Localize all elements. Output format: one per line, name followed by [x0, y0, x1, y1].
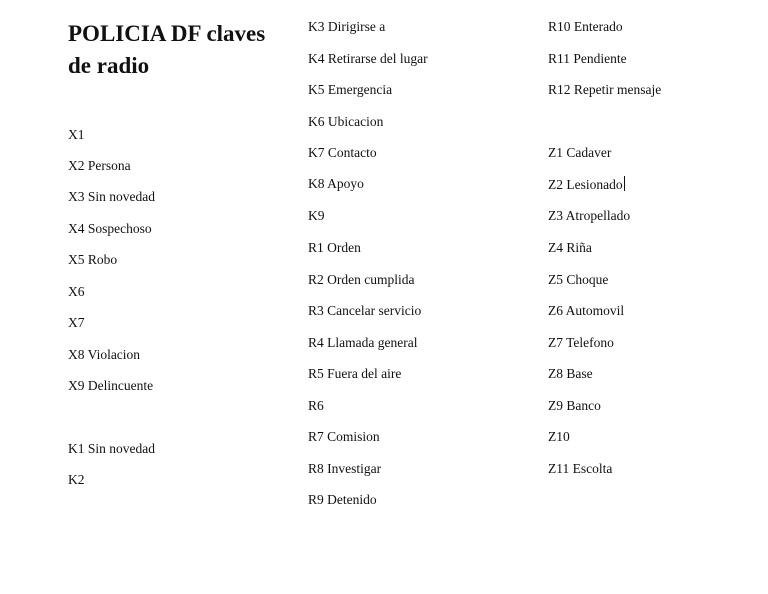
code-z11: Z11 Escolta	[548, 461, 613, 476]
code-x9: X9 Delincuente	[68, 378, 154, 393]
page-title: POLICIA DF claves de radio	[68, 21, 266, 78]
code-k5: K5 Emergencia	[308, 82, 393, 97]
code-z8: Z8 Base	[548, 366, 593, 381]
code-k3: K3 Dirigirse a	[308, 19, 386, 34]
code-x1: X1	[68, 127, 85, 142]
code-x3: X3 Sin novedad	[68, 189, 155, 204]
code-r4: R4 Llamada general	[308, 335, 418, 350]
code-z7: Z7 Telefono	[548, 335, 614, 350]
code-x5: X5 Robo	[68, 252, 118, 267]
code-z3: Z3 Atropellado	[548, 208, 631, 223]
code-r10: R10 Enterado	[548, 19, 623, 34]
code-z5: Z5 Choque	[548, 272, 609, 287]
code-z2-label: Z2 Lesionado	[548, 177, 623, 192]
code-x2: X2 Persona	[68, 158, 131, 173]
code-x8: X8 Violacion	[68, 347, 141, 362]
code-r3: R3 Cancelar servicio	[308, 303, 422, 318]
code-r11: R11 Pendiente	[548, 51, 627, 66]
code-x6: X6	[68, 284, 85, 299]
text-cursor	[624, 176, 625, 191]
code-k4: K4 Retirarse del lugar	[308, 51, 428, 66]
code-r7: R7 Comision	[308, 429, 380, 444]
code-r8: R8 Investigar	[308, 461, 382, 476]
code-z4: Z4 Riña	[548, 240, 592, 255]
code-k2: K2	[68, 472, 85, 487]
code-r12: R12 Repetir mensaje	[548, 82, 662, 97]
code-r5: R5 Fuera del aire	[308, 366, 402, 381]
code-z6: Z6 Automovil	[548, 303, 625, 318]
code-z2[interactable]	[548, 176, 625, 193]
code-x7: X7	[68, 315, 85, 330]
code-r1: R1 Orden	[308, 240, 361, 255]
code-x4: X4 Sospechoso	[68, 221, 152, 236]
code-z1: Z1 Cadaver	[548, 145, 612, 160]
code-r2: R2 Orden cumplida	[308, 272, 415, 287]
code-k8: K8 Apoyo	[308, 176, 364, 191]
code-k1: K1 Sin novedad	[68, 441, 155, 456]
code-k9: K9	[308, 208, 325, 223]
code-z10: Z10	[548, 429, 570, 444]
code-r6: R6	[308, 398, 324, 413]
code-r9: R9 Detenido	[308, 492, 377, 507]
code-z9: Z9 Banco	[548, 398, 601, 413]
code-k6: K6 Ubicacion	[308, 114, 384, 129]
code-k7: K7 Contacto	[308, 145, 377, 160]
